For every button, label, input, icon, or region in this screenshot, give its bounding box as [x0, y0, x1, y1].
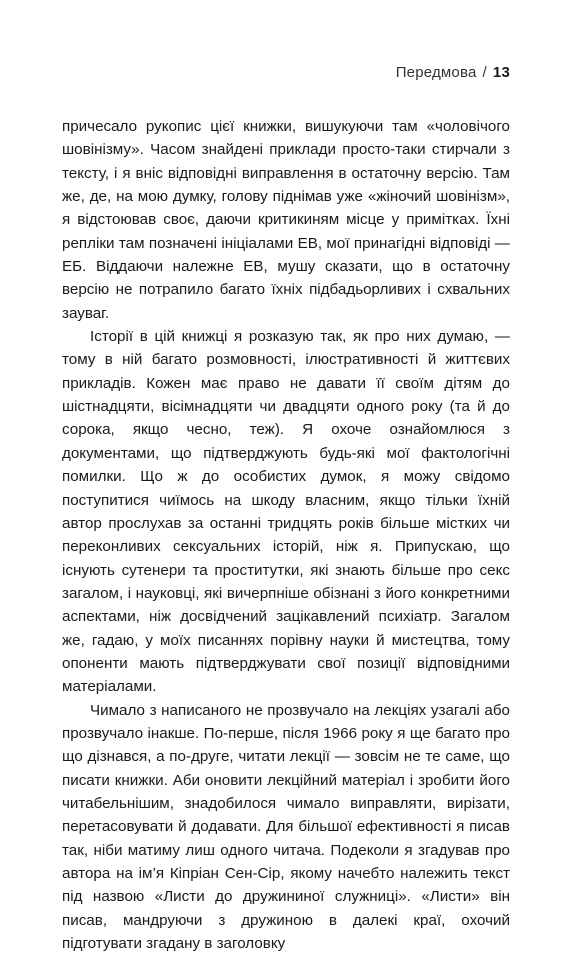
running-header — [396, 64, 510, 81]
body-text — [62, 115, 510, 955]
section-title: Передмова — [395, 64, 477, 81]
header-separator: / — [482, 64, 487, 81]
paragraph: Історії в цій книжці я розказую так, як про них думаю, — тому в ній багато розмовності, ілюстративності й життєвих прикладів. Кожен має право не давати її своїм дітям до шістнадцяти, вісімнадцяти чи двадцяти одного року (та й до сорока, якщо чесно, теж). Я охоче ознайомлюся з документами, що підтверджують будь-які мої фактологічні помилки. Що ж до особистих думок, я можу свідомо поступитися чиїмось на шкоду власним, якщо тільки їхній автор прослухав за останні тридцять років більше містких чи переконливих сексуальних історій, ніж я. Припускаю, що існують сутенери та проститутки, які знають більше про секс загалом, і науковці, які вичерпніше обізнані з його конкретними аспектами, ніж досвідчений зацікавлений психіатр. Загалом же, гадаю, у моїх писаннях порівну науки й мистецтва, тому опоненти мають підтверджувати свої позиції відповідними матеріалами. — [62, 328, 510, 696]
page-number: 13 — [492, 64, 510, 81]
paragraph: Чимало з написаного не прозвучало на лекціях узагалі або прозвучало інакше. По-перше, після 1966 року я ще багато про що дізнався, а по-друге, читати лекції — зовсім не те саме, що писати книжки. Аби оновити лекційний матеріал і зробити його читабельнішим, знадобилося чимало виправляти, вирізати, перетасовувати й додавати. Для більшої ефективності я писав так, ніби матиму лиш одного читача. Подеколи я згадував про автора на ім’я Кіпріан Сен-Сір, якому начебто належить текст під назвою «Листи до дружининої служниці». «Листи» він писав, мандруючи з дружиною в далекі краї, охочий підготувати згадану в заголовку — [62, 701, 510, 953]
paragraph-continuation: причесало рукопис цієї книжки, вишукуючи там «чоловічого шовінізму». Часом знайдені приклади просто-таки стирчали з тексту, і я вніс відповідні виправлення в остаточну версію. Там же, де, на мою думку, голову піднімав уже «жіночий шовінізм», я відстоював своє, даючи критикиням місце у примітках. Їхні репліки там позначені ініціалами ЕВ, мої принагідні відповіді — ЕБ. Віддаючи належне ЕВ, мушу сказати, що в остаточну версію не потрапило багато їхніх підбадьорливих і схвальних зауваг. — [62, 118, 510, 322]
